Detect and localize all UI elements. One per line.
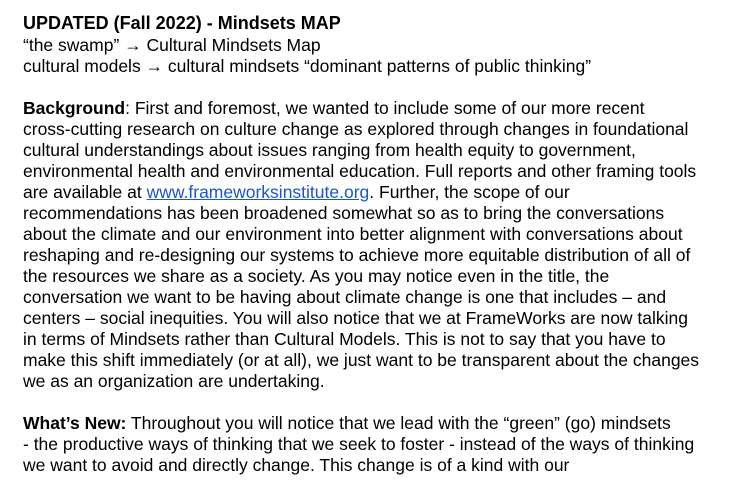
background-line: centers – social inequities. You will also notice that we at FrameWorks are now talking <box>23 308 689 328</box>
whats-new-paragraph <box>23 413 743 476</box>
background-line: we as an organization are undertaking. <box>23 371 325 391</box>
background-line: cross-cutting research on culture change as explored through changes in foundational <box>23 119 689 139</box>
subtitle-line-cultural-models: cultural models → cultural mindsets “dominant patterns of public thinking” <box>23 56 592 76</box>
background-line: the resources we share as a society. As you may notice even in the title, the <box>23 266 610 286</box>
paragraph-gap <box>23 392 743 413</box>
background-line: recommendations has been broadened somewhat so as to bring the conversations <box>23 203 665 223</box>
background-first-line <box>23 98 743 119</box>
link-suffix: . Further, the scope of our <box>369 182 570 202</box>
background-line: environmental health and environmental education. Full reports and other framing tools <box>23 161 697 181</box>
background-line: cultural understandings about issues ranging from health equity to government, <box>23 140 636 160</box>
background-line: in terms of Mindsets rather than Cultural Models. This is not to say that you have to <box>23 329 666 349</box>
background-heading: Background <box>23 98 126 118</box>
whats-new-first-line <box>23 413 743 434</box>
whats-new-first-line-text: Throughout you will notice that we lead with the “green” (go) mindsets <box>126 413 671 433</box>
paragraph-gap <box>23 77 743 98</box>
whats-new-line: we want to avoid and directly change. This change is of a kind with our <box>23 455 570 475</box>
document-body <box>23 12 743 476</box>
document-title: UPDATED (Fall 2022) - Mindsets MAP <box>23 13 341 33</box>
link-prefix: are available at <box>23 182 147 202</box>
background-line: about the climate and our environment into better alignment with conversations about <box>23 224 683 244</box>
subtitle-line-swamp: “the swamp” → Cultural Mindsets Map <box>23 35 321 55</box>
background-first-line-text: : First and foremost, we wanted to include some of our more recent <box>125 98 645 118</box>
background-line: make this shift immediately (or at all), we just want to be transparent about the changes <box>23 350 700 370</box>
background-line: reshaping and re-designing our systems to achieve more equitable distribution of all of <box>23 245 691 265</box>
background-paragraph <box>23 98 743 392</box>
whats-new-line: - the productive ways of thinking that we seek to foster - instead of the ways of thinking <box>23 434 695 454</box>
background-link-line <box>23 182 743 203</box>
background-line: conversation we want to be having about climate change is one that includes – and <box>23 287 667 307</box>
whats-new-heading: What’s New: <box>23 413 127 433</box>
frameworks-institute-link[interactable]: www.frameworksinstitute.org <box>146 182 370 202</box>
